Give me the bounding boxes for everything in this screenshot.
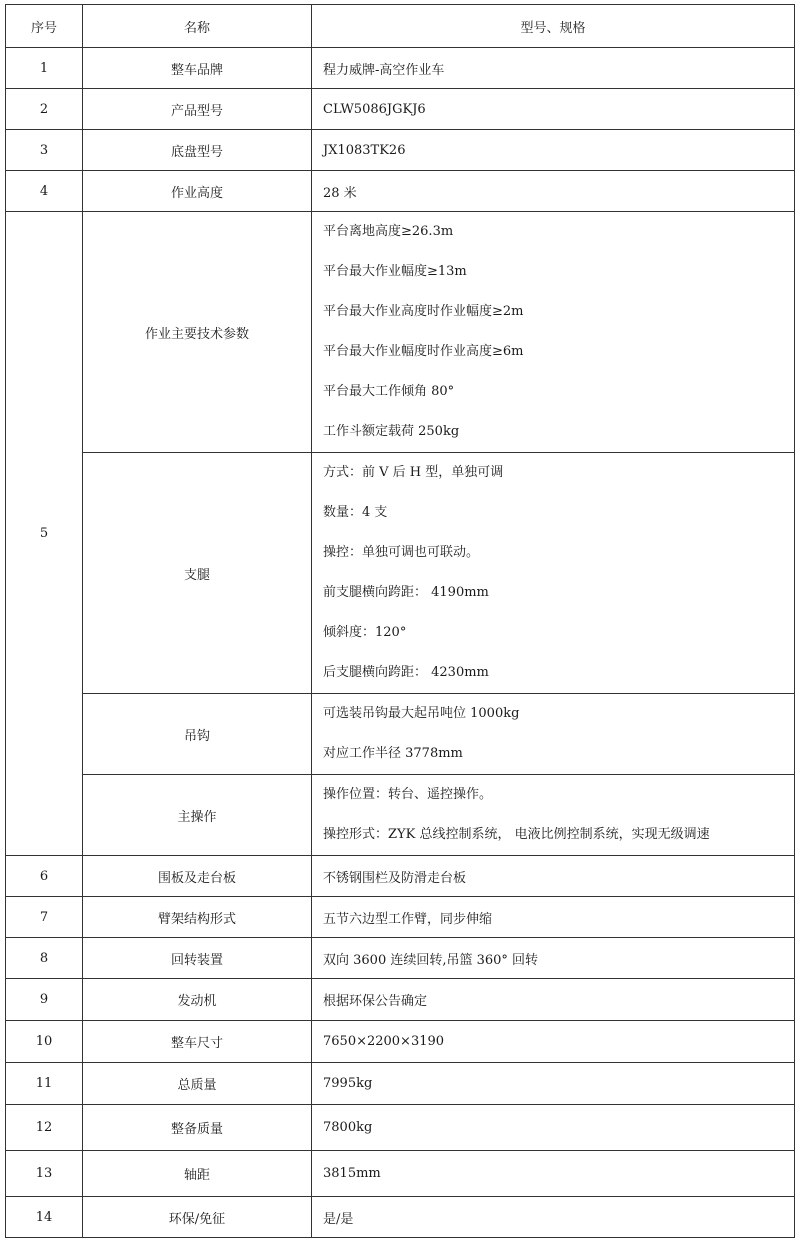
spec-line: 方式：前 V 后 H 型，单独可调 [323, 465, 504, 480]
spec-line: 前支腿横向跨距： 4190mm [323, 585, 489, 600]
table-row [6, 48, 795, 89]
row-no: 9 [6, 979, 83, 1021]
row-spec: 程力威牌-高空作业车 [312, 48, 795, 89]
row-spec: JX1083TK26 [312, 130, 795, 171]
row-no: 7 [6, 897, 83, 938]
row-name: 发动机 [83, 979, 312, 1021]
row-spec: 7800kg [312, 1105, 795, 1151]
row-name: 产品型号 [83, 89, 312, 130]
row-spec: 3815mm [312, 1151, 795, 1197]
table-row-group-params [6, 212, 795, 453]
row-spec: 根据环保公告确定 [312, 979, 795, 1021]
row-no: 12 [6, 1105, 83, 1151]
spec-line: 数量：4 支 [323, 505, 388, 520]
spec-line: 操控：单独可调也可联动。 [323, 545, 480, 560]
spec-line: 可选装吊钩最大起吊吨位 1000kg [323, 706, 520, 721]
table-row [6, 979, 795, 1021]
table-row [6, 1197, 795, 1238]
row-name: 环保/免征 [83, 1197, 312, 1238]
spec-line: 平台最大作业幅度时作业高度≥6m [323, 344, 524, 359]
group-name: 吊钩 [83, 694, 312, 775]
row-no: 10 [6, 1021, 83, 1063]
row-name: 整车品牌 [83, 48, 312, 89]
spec-line: 倾斜度：120° [323, 625, 407, 640]
table-row [6, 1021, 795, 1063]
row-spec: 不锈钢围栏及防滑走台板 [312, 856, 795, 897]
row-name: 回转装置 [83, 938, 312, 979]
row-spec: 7995kg [312, 1063, 795, 1105]
spec-line: 平台最大作业幅度≥13m [323, 264, 467, 279]
group-name: 支腿 [83, 453, 312, 694]
table-row [6, 897, 795, 938]
row-no: 2 [6, 89, 83, 130]
row-name: 围板及走台板 [83, 856, 312, 897]
row-spec: 双向 3600 连续回转,吊篮 360° 回转 [312, 938, 795, 979]
row-no: 14 [6, 1197, 83, 1238]
group-spec [312, 212, 795, 453]
row-spec: CLW5086JGKJ6 [312, 89, 795, 130]
row-no: 11 [6, 1063, 83, 1105]
spec-line: 操作位置：转台、遥控操作。 [323, 787, 493, 802]
row-name: 整备质量 [83, 1105, 312, 1151]
row-name: 总质量 [83, 1063, 312, 1105]
spec-line: 平台最大作业高度时作业幅度≥2m [323, 304, 524, 319]
table-row [6, 856, 795, 897]
row-no: 1 [6, 48, 83, 89]
row-no: 13 [6, 1151, 83, 1197]
row-spec: 是/是 [312, 1197, 795, 1238]
header-spec: 型号、规格 [312, 5, 795, 48]
spec-table [5, 4, 795, 1238]
row-name: 底盘型号 [83, 130, 312, 171]
row-no: 6 [6, 856, 83, 897]
table-header-row [6, 5, 795, 48]
table-row [6, 89, 795, 130]
row-name: 整车尺寸 [83, 1021, 312, 1063]
group-name: 主操作 [83, 775, 312, 856]
table-row-group-operation [6, 775, 795, 856]
spec-line: 操控形式：ZYK 总线控制系统， 电液比例控制系统，实现无级调速 [323, 827, 710, 842]
table-row [6, 1063, 795, 1105]
row-spec: 五节六边型工作臂，同步伸缩 [312, 897, 795, 938]
table-row [6, 1105, 795, 1151]
spec-line: 后支腿横向跨距： 4230mm [323, 665, 489, 680]
group-name: 作业主要技术参数 [83, 212, 312, 453]
group-spec [312, 775, 795, 856]
group-spec [312, 694, 795, 775]
table-row [6, 130, 795, 171]
spec-line: 工作斗额定载荷 250kg [323, 424, 460, 439]
row-spec: 7650×2200×3190 [312, 1021, 795, 1063]
table-row [6, 1151, 795, 1197]
row-no: 3 [6, 130, 83, 171]
spec-line: 平台离地高度≥26.3m [323, 224, 454, 239]
row-spec: 28 米 [312, 171, 795, 212]
row-no: 4 [6, 171, 83, 212]
row-name: 作业高度 [83, 171, 312, 212]
table-row-group-hook [6, 694, 795, 775]
header-no: 序号 [6, 5, 83, 48]
spec-line: 平台最大工作倾角 80° [323, 384, 455, 399]
group-spec [312, 453, 795, 694]
table-row [6, 938, 795, 979]
row-name: 轴距 [83, 1151, 312, 1197]
spec-line: 对应工作半径 3778mm [323, 746, 463, 761]
row-no: 5 [6, 212, 83, 856]
table-row [6, 171, 795, 212]
row-no: 8 [6, 938, 83, 979]
table-row-group-outriggers [6, 453, 795, 694]
header-name: 名称 [83, 5, 312, 48]
row-name: 臂架结构形式 [83, 897, 312, 938]
